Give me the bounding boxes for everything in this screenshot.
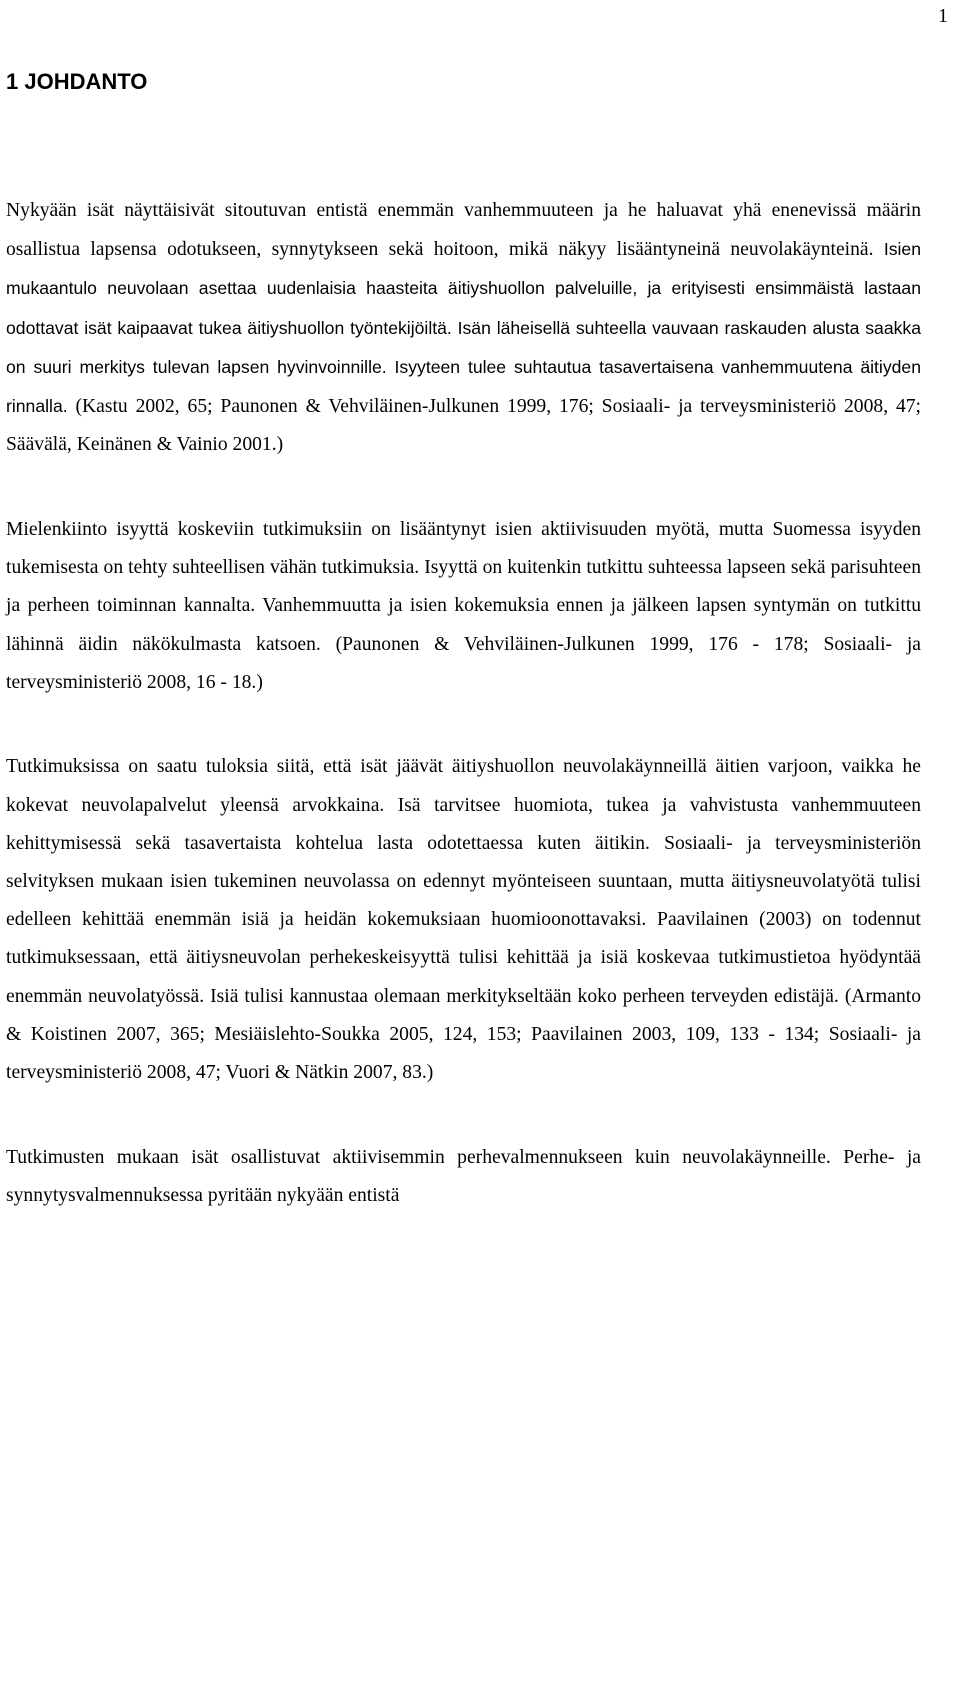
document-body (6, 192, 921, 1262)
paragraph-research-results (6, 748, 921, 1092)
paragraph-research-interest (6, 511, 921, 702)
paragraph-intro (6, 192, 921, 464)
paragraph-family-training (6, 1139, 921, 1215)
page-number: 1 (938, 5, 948, 27)
sentence: Tutkimuksissa on saatu tuloksia siitä, että isät jäävät äitiyshuollon neuvolakäynneillä äitien varjoon, vaikka he kokevat neuvolapalvelut yleensä arvokkaina. Isä tarvitsee huomiota, tukea ja vahvistusta vanhemmuuteen kehittymisessä sekä tasavertaista kohtelua lasta odotettaessa kuten äitikin. Sosiaali- ja terveysministeriön selvityksen mukaan isien tukeminen neuvolassa on edennyt myönteiseen suuntaan, mutta äitiysneuvolatyötä tulisi edelleen kehittää enemmän isiä ja heidän kokemuksiaan huomioonottavaksi. Paavilainen (2003) on todennut tutkimuksessaan, että äitiysneuvolan perhekeskeisyyttä tulisi kehittää ja isiä koskevaa tutkimustietoa hyödyntää enemmän neuvolatyössä. Isiä tulisi kannustaa olemaan merkitykseltään koko perheen terveyden edistäjä. (Armanto & Koistinen 2007, 365; Mesiäislehto-Soukka 2005, 124, 153; Paavilainen 2003, 109, 133 - 134; Sosiaali- ja terveysministeriö 2008, 47; Vuori & Nätkin 2007, 83.) (6, 756, 921, 1084)
sentence: (Kastu 2002, 65; Paunonen & Vehviläinen-Julkunen 1999, 176; Sosiaali- ja terveysministeriö 2008, 47; Säävälä, Keinänen & Vainio 2001.) (6, 396, 921, 456)
sentence: Tutkimusten mukaan isät osallistuvat aktiivisemmin perhevalmennukseen kuin neuvolakäynneille. Perhe- ja synnytysvalmennuksessa pyritään nykyään entistä (6, 1146, 921, 1206)
sentence: Nykyään isät näyttäisivät sitoutuvan entistä enemmän vanhemmuuteen ja he haluavat yhä enenevissä määrin osallistua lapsensa odotukseen, synnytykseen sekä hoitoon, mikä näkyy lisääntyneinä neuvolakäynteinä. (6, 200, 921, 261)
sentence: Isien mukaantulo neuvolaan asettaa uudenlaisia haasteita äitiyshuollon palveluille, ja erityisesti ensimmäistä lastaan odottavat isät kaipaavat tukea äitiyshuollon työntekijöiltä. Isän läheisellä suhteella vauvaan raskauden alusta saakka on suuri merkitys tulevan lapsen hyvinvoinnille. Isyyteen tulee suhtautua tasavertaisena vanhemmuutena äitiyden rinnalla. (6, 239, 921, 417)
section-heading: 1 JOHDANTO (6, 69, 148, 94)
sentence: Mielenkiinto isyyttä koskeviin tutkimuksiin on lisääntynyt isien aktiivisuuden myötä, mutta Suomessa isyyden tukemisesta on tehty suhteellisen vähän tutkimuksia. Isyyttä on kuitenkin tutkittu suhteessa lapseen sekä parisuhteen ja perheen toiminnan kannalta. Vanhemmuutta ja isien kokemuksia ennen ja jälkeen lapsen syntymän on tutkittu lähinnä äidin näkökulmasta katsoen. (Paunonen & Vehviläinen-Julkunen 1999, 176 - 178; Sosiaali- ja terveysministeriö 2008, 16 - 18.) (6, 518, 921, 693)
